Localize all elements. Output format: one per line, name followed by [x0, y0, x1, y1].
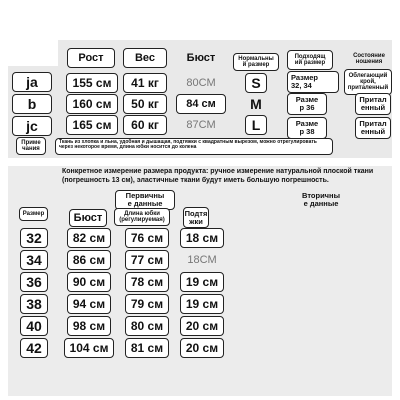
fit-size-value: Разме р 36: [287, 93, 327, 115]
bust-cell: 98 см: [67, 316, 111, 336]
weight-value: 41 кг: [123, 73, 167, 93]
skirt-length-cell: 81 см: [125, 338, 169, 358]
bust-cell: 104 см: [64, 338, 114, 358]
header-size: Размер: [19, 207, 48, 221]
size-cell: 36: [20, 272, 48, 292]
row-label: jc: [12, 116, 52, 136]
straps-cell: 20 см: [180, 316, 224, 336]
skirt-length-cell: 78 см: [125, 272, 169, 292]
row-label: ja: [12, 72, 52, 92]
notes-text: Ткань из хлопка и льна, удобная и дышащая, подтяжки с квадратным вырезом, можно отрегулировать через некоторое время, длина юбки носится до колена: [55, 138, 333, 155]
straps-cell: 19 см: [180, 294, 224, 314]
height-value: 165 см: [66, 115, 118, 135]
weight-value: 50 кг: [123, 94, 167, 114]
straps-cell: 20 см: [180, 338, 224, 358]
size-cell: 34: [20, 250, 48, 270]
bust-cell: 90 см: [67, 272, 111, 292]
header-weight: Вес: [123, 48, 167, 68]
header-straps: Подтя жки: [183, 207, 209, 228]
header-skirt-length: Длина юбки (регулируемая): [114, 208, 170, 226]
fit-size-value: Размер 32, 34: [287, 71, 339, 93]
straps-cell: 18 см: [180, 228, 224, 248]
size-value: S: [245, 73, 267, 93]
size-cell: 40: [20, 316, 48, 336]
header-fit-size: Подходящ ий размер: [287, 50, 333, 70]
height-value: 160 см: [66, 94, 118, 114]
header-height: Рост: [67, 48, 115, 68]
header-normal-size: Нормальны й размер: [233, 53, 279, 71]
skirt-length-cell: 80 см: [125, 316, 169, 336]
size-cell: 38: [20, 294, 48, 314]
fit-size-value: Разме р 38: [287, 117, 327, 139]
skirt-length-cell: 76 см: [125, 228, 169, 248]
size-value: L: [245, 115, 267, 135]
wear-state-value: Притал енный: [355, 93, 391, 115]
bust-value: 87CM: [186, 119, 216, 131]
wear-state-value: Облегающий крой, приталенный: [344, 69, 392, 95]
bust-cell: 94 см: [67, 294, 111, 314]
header-bust: Бюст: [186, 52, 216, 64]
header-wear-state: Состояние ношения: [353, 52, 385, 65]
size-cell: 42: [20, 338, 48, 358]
straps-cell: 19 см: [180, 272, 224, 292]
size-value: M: [250, 96, 262, 112]
notes-label: Приме чания: [16, 137, 46, 155]
straps-cell: 18CM: [187, 254, 217, 266]
row-label: b: [12, 94, 52, 114]
height-value: 155 см: [66, 73, 118, 93]
skirt-length-cell: 79 см: [125, 294, 169, 314]
bust-cell: 86 см: [67, 250, 111, 270]
top-table-corner: [8, 40, 58, 66]
bust-cell: 82 см: [67, 228, 111, 248]
measurement-title: Конкретное измерение размера продукта: ручное измерение натуральной плоской ткани (погрешность 13 см), эластичные ткани будут иметь большую погрешность.: [62, 168, 374, 185]
bust-value: 84 см: [176, 94, 226, 114]
skirt-length-cell: 77 см: [125, 250, 169, 270]
primary-data-header: Первичны е данные: [115, 190, 175, 210]
wear-state-value: Притал енный: [355, 117, 391, 139]
size-cell: 32: [20, 228, 48, 248]
secondary-data-header: Вторичны е данные: [302, 191, 340, 208]
weight-value: 60 кг: [123, 115, 167, 135]
header-bust: Бюст: [69, 209, 107, 227]
bust-value: 80CM: [186, 77, 216, 89]
